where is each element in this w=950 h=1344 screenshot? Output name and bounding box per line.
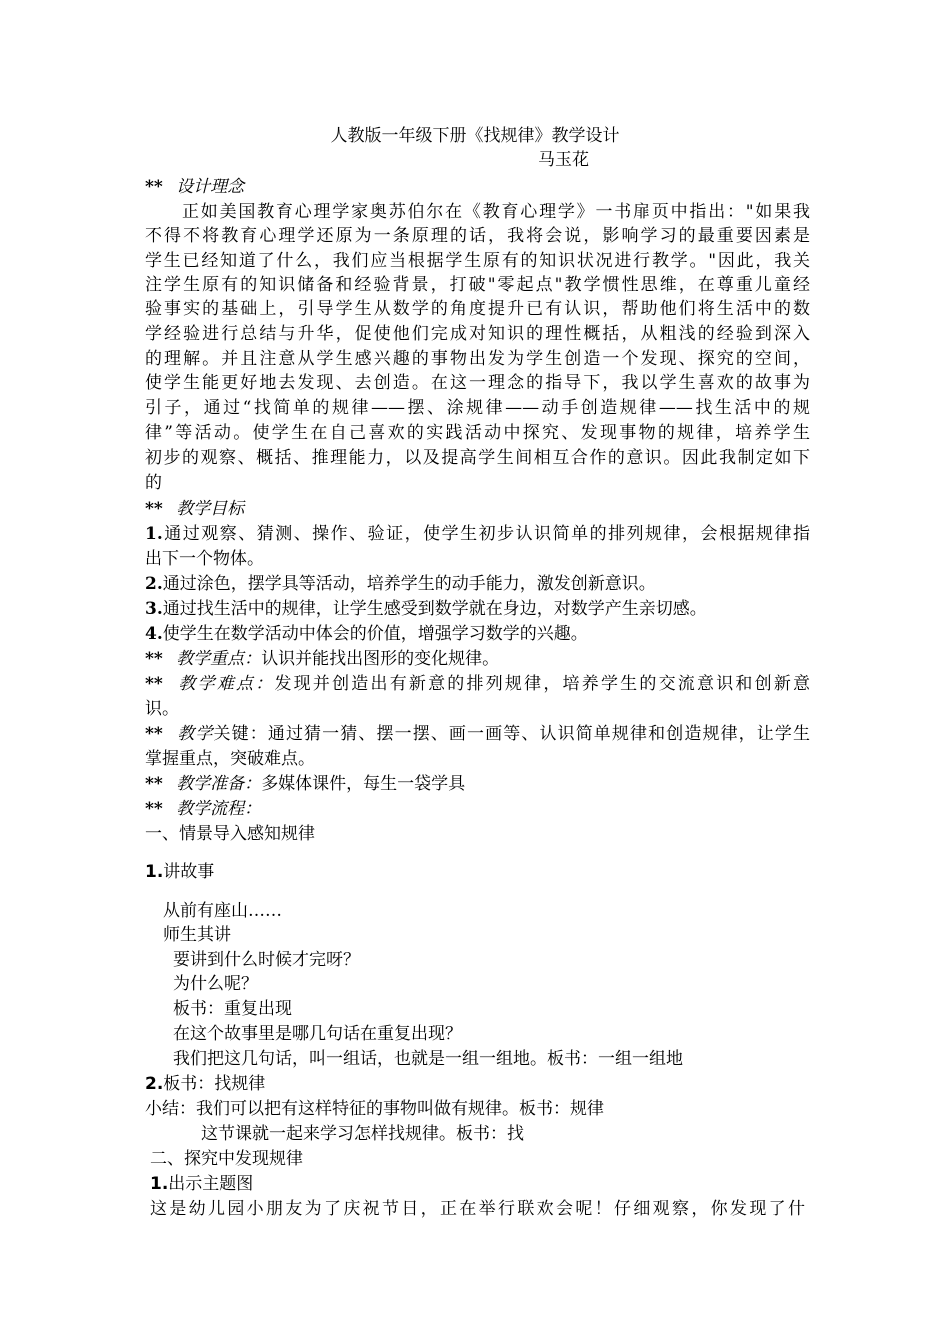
goal-text: 使学生在数学活动中体会的价值，增强学习数学的兴趣。 [162,624,588,644]
step-text: 板书：找规律 [163,1074,266,1094]
key-point [145,647,810,671]
goal-item-1-cont: 出下一个物体。 [145,549,264,569]
paragraph-line: 学生已经知道了什么，我们应当根据学生原有的知识状况进行教学。"因此，我关 [145,251,810,271]
goals-heading [145,497,810,521]
paragraph-line: 初步的观察、概括、推理能力，以及提高学生间相互合作的意识。因此我制定如下 [145,448,810,468]
paragraph-line: 验事实的基础上，引导学生从数学的角度提升已有认识，帮助他们将生活中的数 [145,299,810,319]
story-line: 我们把这几句话，叫一组话，也就是一组一组地。板书：一组一组地 [173,1049,683,1069]
difficulty [145,672,810,696]
difficulty-text: 发现并创造出有新意的排列规律，培养学生的交流意识和创新意 [274,674,811,694]
step-number: 1. [150,1174,169,1194]
part-2-heading: 二、探究中发现规律 [150,1149,303,1169]
goal-item-1 [145,522,810,546]
step-1 [145,860,810,884]
key-point-text: 认识并能找出图形的变化规律。 [261,649,500,669]
paragraph-line: 学经验进行总结与升华，促使他们完成对知识的理性概括，从粗浅的经验到深入 [145,324,810,344]
paragraph-line: 使学生能更好地去发现、去创造。在这一理念的指导下，我以学生喜欢的故事为 [145,373,810,393]
paragraph-line: 注学生原有的知识储备和经验背景，打破"零起点"教学惯性思维，在尊重儿童经 [145,275,810,295]
paragraph-line: 的理解。并且注意从学生感兴趣的事物出发为学生创造一个发现、探究的空间， [145,349,810,369]
part-1-heading: 一、情景导入感知规律 [145,824,315,844]
heading-text: 教学重点： [176,649,262,669]
heading-marker: ** [145,649,163,669]
document-title: 人教版一年级下册《找规律》教学设计 [330,126,620,146]
goal-item-4 [145,622,810,646]
heading-text: 教学目标 [176,499,245,519]
goal-text: 通过观察、猜测、操作、验证，使学生初步认识简单的排列规律，会根据规律指 [162,524,810,544]
goal-number: 2. [145,574,163,594]
goal-number: 3. [145,599,163,619]
heading-text: 关键： [213,724,268,744]
summary-line: 这节课就一起来学习怎样找规律。板书：找 [201,1124,524,1144]
step-3 [150,1172,815,1196]
heading-text: 教学流程： [176,799,262,819]
goal-number: 4. [145,624,163,644]
paragraph-line: 不得不将教育心理学还原为一条原理的话，我将会说，影响学习的最重要因素是 [145,226,810,246]
paragraph-line: 正如美国教育心理学家奥苏伯尔在《教育心理学》一书扉页中指出："如果我 [182,202,810,222]
heading-text: 教学难点： [178,674,275,694]
prep [145,772,810,796]
design-idea-heading [145,175,810,199]
heading-marker: ** [145,774,163,794]
heading-marker: ** [145,499,163,519]
heading-text: 设计理念 [176,177,245,197]
heading-marker: ** [145,799,163,819]
heading-marker: ** [145,674,163,694]
goal-number: 1. [145,524,163,544]
heading-text: 教学 [177,724,214,744]
key [145,722,810,746]
paragraph-line: 引子，通过“找简单的规律——摆、涂规律——动手创造规律——找生活中的规 [145,398,810,418]
story-line: 师生其讲 [163,925,231,945]
goal-text: 通过涂色，摆学具等活动，培养学生的动手能力，激发创新意识。 [162,574,656,594]
heading-marker: ** [145,177,163,197]
step-number: 1. [145,862,164,882]
story-line: 从前有座山…… [163,901,282,921]
heading-text: 教学准备： [176,774,262,794]
key-text: 通过猜一猜、摆一摆、画一画等、认识简单规律和创造规律，让学生 [267,724,811,744]
heading-marker: ** [145,724,163,744]
step-text: 讲故事 [163,862,215,882]
step-text: 出示主题图 [168,1174,254,1194]
paragraph-line: 这是幼儿园小朋友为了庆祝节日，正在举行联欢会呢！仔细观察，你发现了什 [150,1199,805,1219]
story-line: 要讲到什么时候才完呀？ [173,950,360,970]
prep-text: 多媒体课件，每生一袋学具 [261,774,466,794]
paragraph-line: 律”等活动。使学生在自己喜欢的实践活动中探究、发现事物的规律，培养学生 [145,423,810,443]
goal-item-3 [145,597,810,621]
story-line: 为什么呢？ [173,974,258,994]
story-line: 在这个故事里是哪几句话在重复出现？ [173,1024,462,1044]
flow-heading [145,797,810,821]
paragraph-line: 的 [145,473,162,493]
goal-text: 通过找生活中的规律，让学生感受到数学就在身边，对数学产生亲切感。 [162,599,707,619]
step-number: 2. [145,1074,164,1094]
goal-item-2 [145,572,810,596]
key-cont: 掌握重点，突破难点。 [145,749,315,769]
story-line: 板书：重复出现 [173,999,292,1019]
step-2 [145,1072,810,1096]
summary-line: 小结：我们可以把有这样特征的事物叫做有规律。板书：规律 [145,1099,604,1119]
difficulty-cont: 识。 [145,699,179,719]
author-name: 马玉花 [538,150,589,170]
